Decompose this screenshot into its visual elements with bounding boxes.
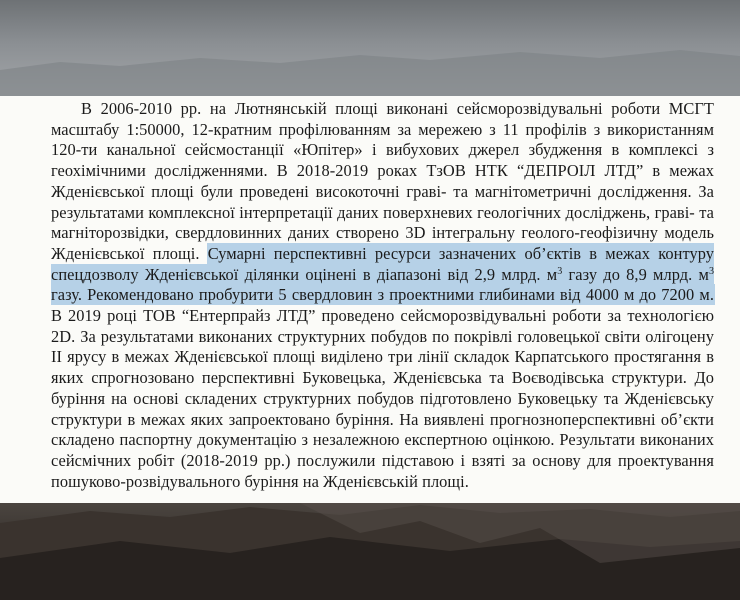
document-page [0,96,740,503]
cubic-unit-superscript: 3 [708,265,714,277]
hills-silhouette [0,0,740,96]
background-sky [0,0,740,96]
document-paragraph[interactable] [51,99,714,492]
highlight-text-c: газу. Рекомендовано пробурити 5 свердловин з проектними глибинами від 4000 м до 7200 м. [51,285,714,305]
cubic-unit-superscript: 3 [557,265,563,277]
paragraph-text-end: В 2019 році ТОВ “Ентерпрайз ЛТД” проведено сейсморозвідувальні роботи за технологією 2D. За результатами виконаних структурних побудов по покрівлі головецької світи олігоцену ІІ ярусу в межах Жденієвської площі виділено три лінії складок Карпатського простягання в яких спрогнозовано перспективні Буковецька, Жденієвська та Воєводівська структури. До буріння на основі складених структурних побудов підготовлено Буковецьку та Жденієвську структури в межах яких запроектовано буріння. На виявлені прогнозноперспективні об’єкти складено паспортну документацію з незалежною експертною оцінкою. Результати виконаних сейсмічних робіт (2018-2019 рр.) послужили підставою і взяті за основу для проектування пошуково-розвідувального буріння на Жденієвській площі. [51,306,714,491]
highlight-text-a: Сумарні перспективні ресурси зазначених об’єктів в межах контуру спецдозволу Жденієвської ділянки оцінені в діапазоні від 2,9 млрд. м [51,243,714,284]
forest-slope-shape [0,503,740,600]
paragraph-text-start: В 2006-2010 рр. на Лютнянській площі виконані сейсморозвідувальні роботи МСГТ масштабу 1:50000, 12-кратним профілюванням за мережею з 11 профілів з використанням 120-ти канальної сейсмостанції «Юпітер» і вибухових джерел збудження в комплексі з геохімічними дослідженнями. В 2018-2019 роках ТзОВ НТК “ДЕПРОІЛ ЛТД” в межах Жденієвської площі були проведені високоточні граві- та магнітометричні дослідження. За результатами комплексної інтерпретації даних поверхневих геологічних досліджень, граві- та магніторозвідки, свердловинних даних створено 3D інтегральну геолого-геофізичну модель Жденієвської площі. [51,99,714,263]
background-mountains [0,503,740,600]
highlight-text-b: газу до 8,9 млрд. м [562,264,709,284]
